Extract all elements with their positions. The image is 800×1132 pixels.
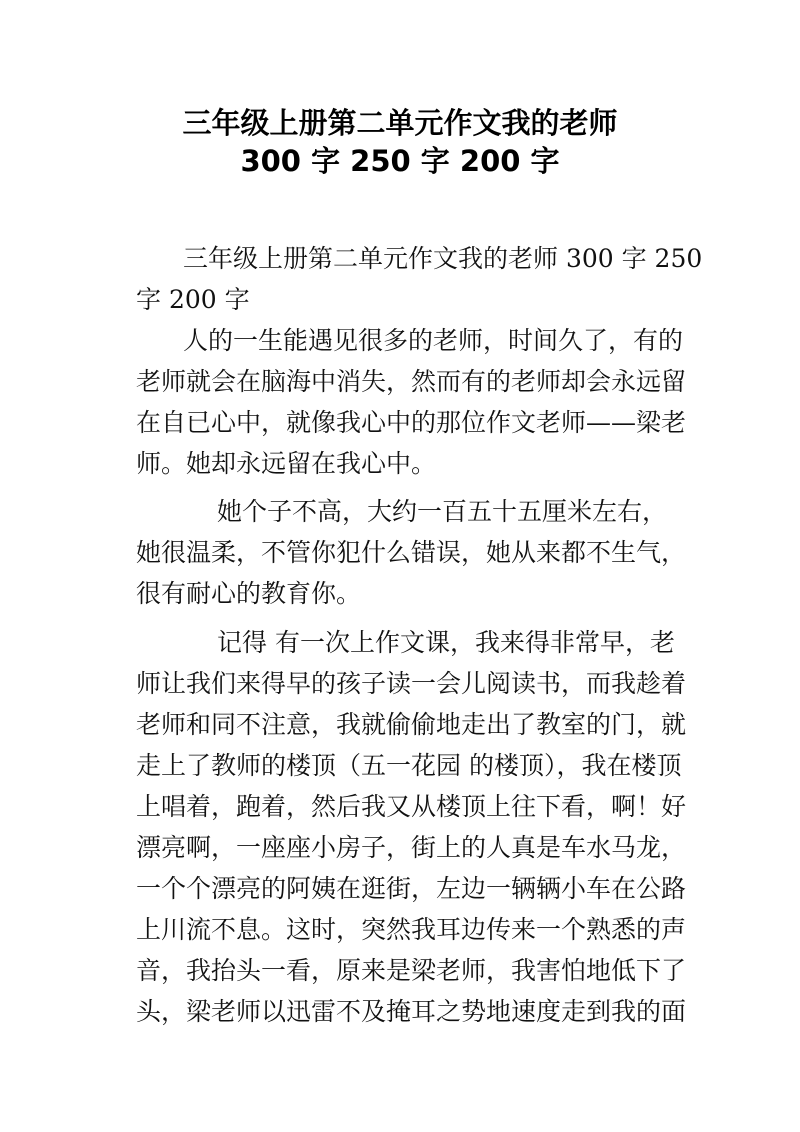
body-line: 在自已心中，就像我心中的那位作文老师——梁老 — [136, 408, 687, 437]
body-line: 老师和同不注意，我就偷偷地走出了教室的门，就 — [136, 710, 687, 739]
body-line: 头，梁老师以迅雷不及掩耳之势地速度走到我的面 — [136, 997, 687, 1026]
body-line: 走上了教师的楼顶（五一花园 的楼顶），我在楼顶 — [136, 751, 682, 780]
body-line: 音，我抬头一看，原来是梁老师，我害怕地低下了 — [136, 956, 687, 985]
body-line: 很有耐心的教育你。 — [136, 579, 362, 608]
body-line: 人的一生能遇见很多的老师，时间久了，有的 — [183, 326, 684, 355]
body-line: 字 200 字 — [136, 285, 250, 314]
body-line: 一个个漂亮的阿姨在逛街，左边一辆辆小车在公路 — [136, 874, 687, 903]
document-title-line-2: 300 字 250 字 200 字 — [240, 144, 560, 178]
body-line: 记得 有一次上作文课，我来得非常早，老 — [217, 628, 675, 657]
body-line: 老师就会在脑海中消失，然而有的老师却会永远留 — [136, 367, 687, 396]
body-line: 师让我们来得早的孩子读一会儿阅读书，而我趁着 — [136, 669, 687, 698]
body-line: 上唱着，跑着，然后我又从楼顶上往下看，啊！好 — [136, 792, 687, 821]
body-line: 她很温柔，不管你犯什么错误，她从来都不生气， — [136, 538, 687, 567]
body-line: 漂亮啊，一座座小房子，街上的人真是车水马龙， — [136, 833, 687, 862]
document-title-line-1: 三年级上册第二单元作文我的老师 — [182, 106, 618, 140]
body-line: 上川流不息。这时，突然我耳边传来一个熟悉的声 — [136, 915, 687, 944]
body-line: 她个子不高，大约一百五十五厘米左右， — [217, 497, 668, 526]
body-line: 三年级上册第二单元作文我的老师 300 字 250 — [183, 244, 703, 273]
body-line: 师。她却永远留在我心中。 — [136, 449, 437, 478]
